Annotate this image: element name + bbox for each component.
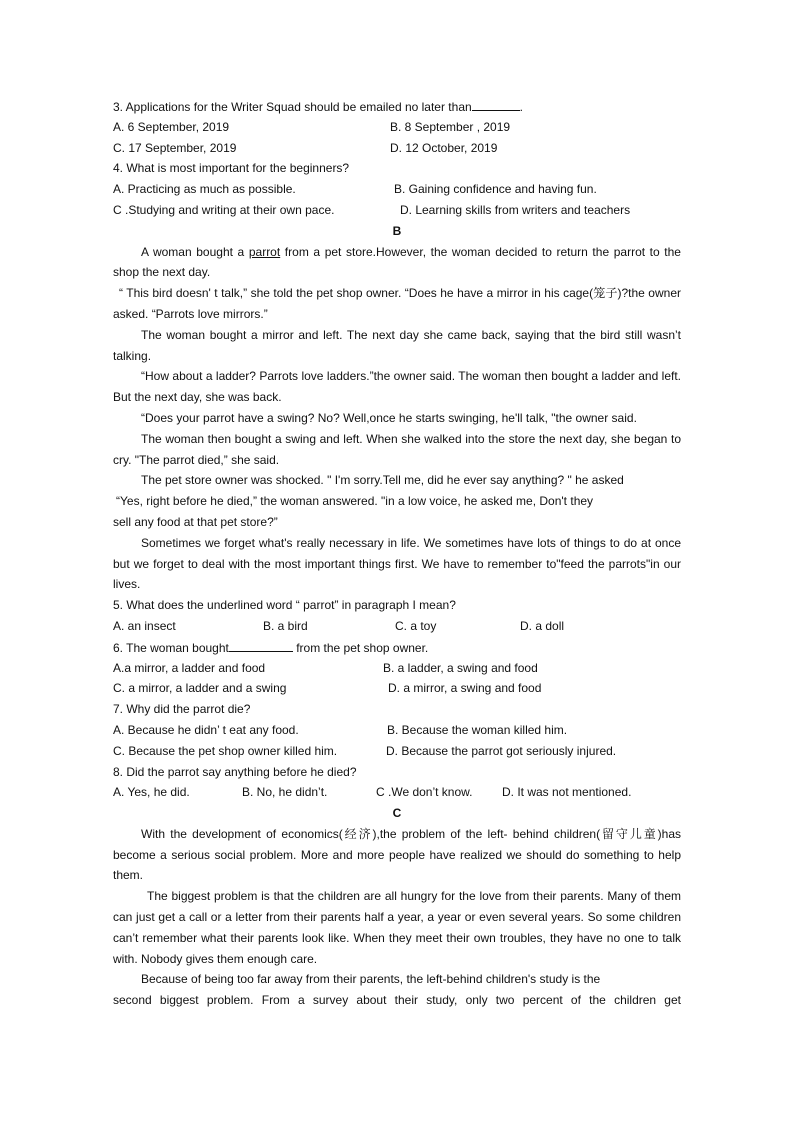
option-b: B. No, he didn’t. [242, 785, 328, 800]
option-b: B. a bird [263, 618, 308, 633]
option-d: D. a mirror, a swing and food [388, 681, 542, 696]
passage-b-paragraph-4: “How about a ladder? Parrots love ladders.”the owner said. The woman then bought a ladder and left. But the next day, she was back. [113, 369, 681, 405]
option-c: C. a toy [395, 618, 437, 633]
passage-b-paragraph-5: “Does your parrot have a swing? No? Well,once he starts swinging, he'll talk, "the owner said. [141, 410, 637, 425]
option-c: C .We don’t know. [376, 785, 473, 800]
passage-text: A woman bought a [141, 244, 249, 259]
question-3-options-row-1 [113, 117, 681, 138]
option-a: A. Practicing as much as possible. [113, 182, 296, 197]
question-3-stem-end: . [519, 100, 524, 114]
option-b: B. Gaining confidence and having fun. [394, 182, 597, 197]
underlined-word-parrot: parrot [248, 244, 281, 259]
question-3 [113, 96, 681, 117]
question-5-stem: 5. What does the underlined word “ parrot” in paragraph I mean? [113, 598, 456, 613]
option-a: A.a mirror, a ladder and food [113, 660, 266, 675]
option-a: A. an insect [113, 618, 176, 633]
option-d: D. Learning skills from writers and teachers [400, 202, 631, 217]
question-6-stem-end: from the pet shop owner. [292, 640, 429, 655]
option-c: C. a mirror, a ladder and a swing [113, 681, 287, 696]
question-7-options-row-2 [113, 741, 681, 762]
question-5-options [113, 616, 681, 637]
question-7-options-row-1 [113, 720, 681, 741]
option-b: B. Because the woman killed him. [387, 722, 568, 737]
option-c: C. Because the pet shop owner killed him. [113, 743, 338, 758]
question-8-options [113, 782, 681, 803]
question-6-stem: 6. The woman bought [113, 640, 229, 655]
option-d: D. 12 October, 2019 [390, 140, 498, 155]
option-a: A. Because he didn’ t eat any food. [113, 722, 299, 737]
question-4-options-row-2 [113, 200, 681, 221]
passage-c-paragraph-2: The biggest problem is that the children are all hungry for the love from their parents. Many of them can just get a call or a letter from their parents half a year, a year or even several years. So some children can’t remember what their parents look like. When they meet their own troubles, they have no one to talk with. Nobody gives them enough care. [113, 889, 681, 966]
question-6 [113, 637, 681, 658]
passage-c-paragraph-3-line-2: second biggest problem. From a survey about their study, only two percent of the children get [113, 993, 681, 1008]
passage-c-paragraph-1: With the development of economics(经济),the problem of the left- behind children(留守儿童)has become a serious social problem. More and more people have realized we should do something to help them. [113, 826, 681, 883]
option-a: A. 6 September, 2019 [113, 119, 230, 134]
option-d: D. It was not mentioned. [502, 785, 632, 800]
passage-c-paragraph-3-line-1: Because of being too far away from their parents, the left-behind children's study is the [141, 972, 601, 987]
option-c: C. 17 September, 2019 [113, 140, 237, 155]
option-d: D. a doll [520, 618, 565, 633]
option-c: C .Studying and writing at their own pace. [113, 202, 335, 217]
passage-b-paragraph-8-line-2: sell any food at that pet store?” [113, 514, 278, 529]
question-7-stem: 7. Why did the parrot die? [113, 702, 251, 717]
question-3-stem: 3. Applications for the Writer Squad should be emailed no later than [113, 100, 472, 114]
passage-text: from a pet store.However, the woman decided to return the parrot to the shop the next day. [113, 244, 681, 280]
passage-b-paragraph-6: The woman then bought a swing and left. When she walked into the store the next day, she began to cry. "The parrot died,” she said. [113, 431, 681, 467]
option-d: D. Because the parrot got seriously injured. [386, 743, 617, 758]
question-4-options-row-1 [113, 179, 681, 200]
section-b-heading: B [392, 223, 402, 238]
answer-blank [472, 96, 520, 111]
passage-b-paragraph-7: The pet store owner was shocked. " I'm sorry.Tell me, did he ever say anything? " he asked [141, 473, 624, 488]
passage-b-paragraph-9: Sometimes we forget what's really necessary in life. We sometimes have lots of things to do at once but we forget to deal with the most important things first. We have to remember to"feed the parrots"in our lives. [113, 535, 681, 592]
passage-b-paragraph-8-line-1: “Yes, right before he died,” the woman answered. "in a low voice, he asked me, Don't they [116, 494, 594, 509]
section-c-heading: C [392, 806, 402, 821]
question-8-stem: 8. Did the parrot say anything before he died? [113, 764, 357, 779]
passage-b-paragraph-1 [113, 242, 681, 284]
question-4-stem: 4. What is most important for the beginners? [113, 161, 350, 176]
passage-b-paragraph-2: “ This bird doesn' t talk,” she told the pet shop owner. “Does he have a mirror in his cage(笼子)?the owner asked. “Parrots love mirrors.” [113, 286, 681, 321]
option-b: B. 8 September , 2019 [390, 119, 511, 134]
exam-page [113, 96, 681, 1011]
question-3-options-row-2 [113, 138, 681, 159]
option-b: B. a ladder, a swing and food [383, 660, 538, 675]
question-6-options-row-2 [113, 678, 681, 699]
question-6-options-row-1 [113, 658, 681, 679]
answer-blank [229, 637, 293, 652]
option-a: A. Yes, he did. [113, 785, 190, 800]
passage-b-paragraph-3: The woman bought a mirror and left. The next day she came back, saying that the bird still wasn’t talking. [113, 327, 681, 363]
